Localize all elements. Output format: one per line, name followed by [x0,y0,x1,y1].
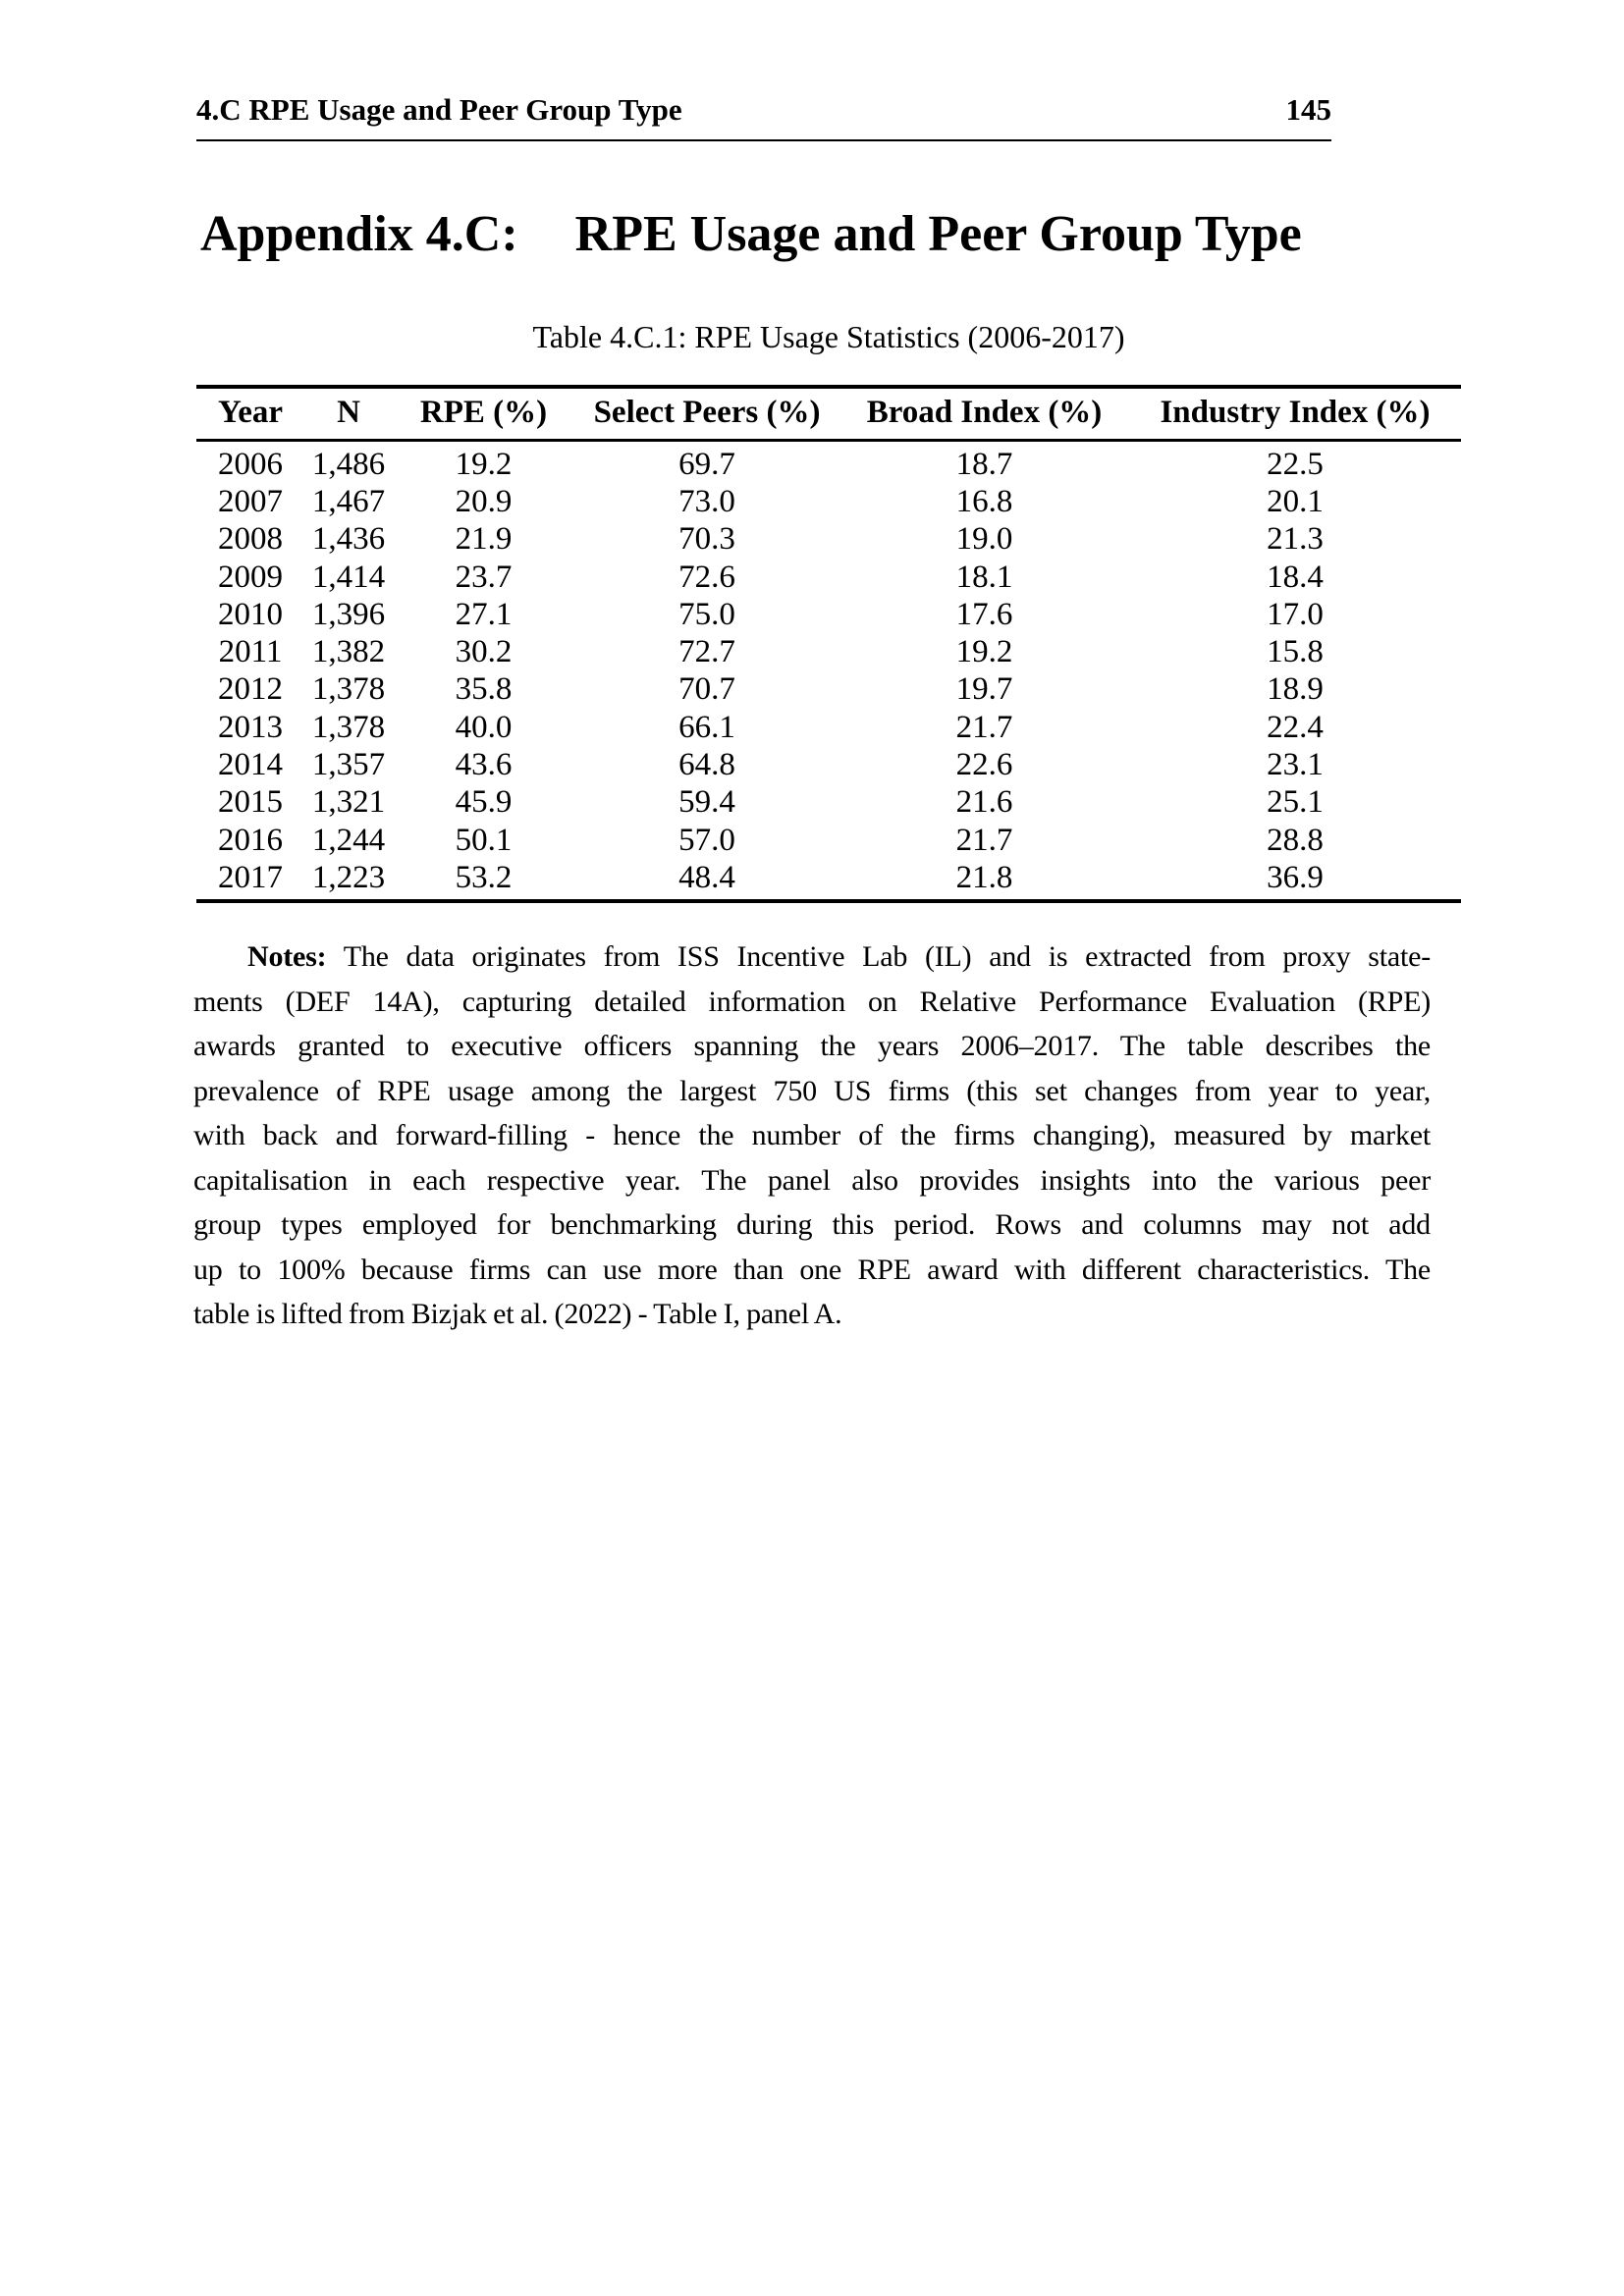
table-cell: 1,436 [311,521,386,558]
table-cell: 21.6 [955,784,1013,821]
table-cell: 21.8 [955,859,1013,895]
table-cell: 75.0 [678,596,735,632]
table-row [196,483,1461,520]
running-header [196,94,1331,141]
table-cell: 19.7 [955,671,1013,708]
table-cell: 21.7 [955,709,1013,745]
table-cell: 2006 [218,446,283,482]
table-cell: 28.8 [1267,822,1324,858]
table-cell: 1,378 [311,671,386,708]
table-cell: 2007 [218,483,283,519]
column-header: Industry Index (%) [1160,395,1431,430]
table-cell: 15.8 [1267,634,1324,670]
appendix-title-text: RPE Usage and Peer Group Type [574,206,1302,262]
table-row [196,633,1461,670]
notes-line: Notes: The data originates from ISS Incentive Lab (IL) and is extracted from proxy state- [247,940,1431,973]
table-cell: 2011 [218,634,283,670]
table-cell: 22.6 [955,747,1013,783]
table-body [196,442,1461,899]
page-number: 145 [1285,92,1331,127]
table-cell: 1,396 [311,596,386,632]
table-row [196,559,1461,596]
column-header: N [337,395,360,430]
table-cell: 21.3 [1267,521,1324,558]
table-cell: 19.0 [955,521,1013,558]
table-cell: 23.7 [455,559,513,595]
table-cell: 20.9 [455,483,513,519]
table-cell: 21.7 [955,822,1013,858]
table-cell: 18.9 [1267,671,1324,708]
table-cell: 66.1 [678,709,735,745]
table-cell: 19.2 [455,446,513,482]
table-cell: 1,414 [311,559,386,595]
table-cell: 21.9 [455,521,513,558]
table-cell: 40.0 [455,709,513,745]
table-cell: 1,382 [311,634,386,670]
table-cell: 25.1 [1267,784,1324,821]
table-cell: 2012 [218,671,283,708]
table-cell: 70.3 [678,521,735,558]
table-cell: 27.1 [455,596,513,632]
column-header: Broad Index (%) [866,395,1103,430]
column-header: Year [218,395,283,430]
appendix-title-label: Appendix 4.C: [200,206,518,262]
table-row [196,859,1461,896]
table-notes [193,934,1431,1337]
table-caption: Table 4.C.1: RPE Usage Statistics (2006-2017) [532,319,1125,354]
table-cell: 72.6 [678,559,735,595]
notes-line: capitalisation in each respective year. The panel also provides insights into the various peer [193,1163,1431,1197]
notes-line: table is lifted from Bizjak et al. (2022) - Table I, panel A. [193,1298,842,1330]
table-cell: 50.1 [455,822,513,858]
table-cell: 2009 [218,559,283,595]
table-cell: 2013 [218,709,283,745]
notes-line: group types employed for benchmarking during this period. Rows and columns may not add [193,1208,1431,1241]
table-cell: 16.8 [955,483,1013,519]
table-row [196,822,1461,859]
table-cell: 1,467 [311,483,386,519]
table-row [196,521,1461,559]
table-cell: 2017 [218,859,283,895]
table-cell: 1,244 [311,822,386,858]
table-cell: 36.9 [1267,859,1324,895]
notes-line: ments (DEF 14A), capturing detailed information on Relative Performance Evaluation (RPE) [193,985,1431,1018]
table-row [196,784,1461,822]
table-cell: 59.4 [678,784,735,821]
table-row [196,671,1461,709]
table-cell: 73.0 [678,483,735,519]
table-cell: 2008 [218,521,283,558]
table-cell: 30.2 [455,634,513,670]
table-cell: 70.7 [678,671,735,708]
table-cell: 45.9 [455,784,513,821]
column-header: RPE (%) [419,395,548,430]
table-cell: 17.6 [955,596,1013,632]
table-row [196,596,1461,633]
table-row [196,709,1461,746]
table-cell: 64.8 [678,747,735,783]
table-cell: 20.1 [1267,483,1324,519]
table-cell: 18.7 [955,446,1013,482]
table-cell: 22.4 [1267,709,1324,745]
column-header: Select Peers (%) [593,395,821,430]
table-row [196,446,1461,483]
table-cell: 19.2 [955,634,1013,670]
table-cell: 57.0 [678,822,735,858]
table-cell: 53.2 [455,859,513,895]
table-header-row [196,389,1461,439]
table-cell: 43.6 [455,747,513,783]
running-header-section: 4.C RPE Usage and Peer Group Type [196,92,682,127]
notes-label: Notes: [247,940,327,973]
table-cell: 18.4 [1267,559,1324,595]
table-cell: 1,223 [311,859,386,895]
table-cell: 1,321 [311,784,386,821]
appendix-title [200,208,1575,261]
table-cell: 35.8 [455,671,513,708]
table-row [196,746,1461,783]
notes-line: up to 100% because firms can use more than one RPE award with different characteristics. The [193,1253,1431,1286]
notes-line: awards granted to executive officers spanning the years 2006–2017. The table describes the [193,1030,1431,1062]
table-cell: 17.0 [1267,596,1324,632]
table-cell: 48.4 [678,859,735,895]
table-cell: 69.7 [678,446,735,482]
notes-line: with back and forward-filling - hence the number of the firms changing), measured by market [193,1119,1431,1151]
table-cell: 1,357 [311,747,386,783]
notes-line: prevalence of RPE usage among the largest 750 US firms (this set changes from year to year, [193,1074,1431,1107]
table-cell: 72.7 [678,634,735,670]
table-cell: 22.5 [1267,446,1324,482]
table-cell: 2014 [218,747,283,783]
table-cell: 18.1 [955,559,1013,595]
table-cell: 1,378 [311,709,386,745]
table-cell: 1,486 [311,446,386,482]
table-cell: 2010 [218,596,283,632]
table-cell: 2015 [218,784,283,821]
table-cell: 2016 [218,822,283,858]
table-cell: 23.1 [1267,747,1324,783]
rpe-usage-table [196,385,1461,903]
